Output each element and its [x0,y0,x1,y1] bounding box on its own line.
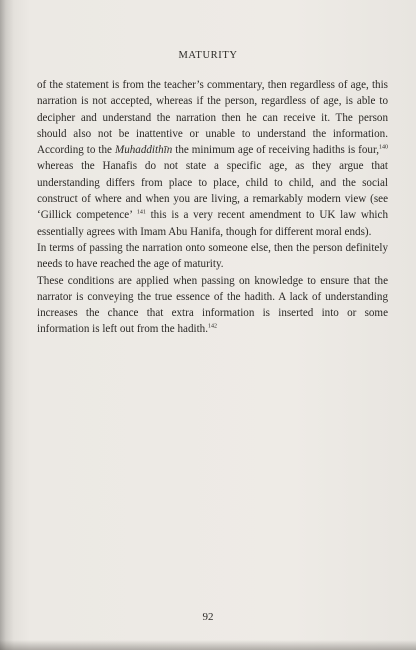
footnote-ref-141: 141 [136,209,146,216]
paragraph-1-part-d: this is a very recent amendment to UK law which essentially agrees with Imam Abu Hanifa, though for different moral ends). [37,209,388,238]
term-muhaddithin: Muhaddithīn [114,144,173,157]
paragraph-3-part-a: These conditions are applied when passing on knowledge to ensure that the narrator is conveying the true essence of the hadith. A lack of understanding increases the chance that extra information is inserted into or some information is left out from the hadith. [37,274,388,336]
footnote-ref-142: 142 [208,323,217,330]
page-number: 92 [202,611,214,623]
paragraph-3 [37,273,388,338]
paragraph-1 [37,77,388,240]
paragraph-1-part-b: the minimum age of receiving hadiths is four, [172,144,379,157]
paragraph-1-part-c: whereas the Hanafis do not state a specific age, as they argue that understanding differs from place to place, child to child, and the social construct of where and when you are living, a remarkably modern view (see ‘Gillick competence’ [37,160,388,222]
paragraph-2: In terms of passing the narration onto someone else, then the person definitely needs to have reached the age of maturity. [37,241,388,271]
page-bottom-edge [0,640,416,650]
running-head: MATURITY [178,50,238,61]
body-text [37,77,388,338]
footnote-ref-140: 140 [379,144,388,151]
paragraph-1-part-a: of the statement is from the teacher’s commentary, then regardless of age, this narration is not accepted, whereas if the person, regardless of age, is able to decipher and understand the narration then he can receive it. The person should also not be inattentive or unable to understand the information. According to the [37,79,388,157]
